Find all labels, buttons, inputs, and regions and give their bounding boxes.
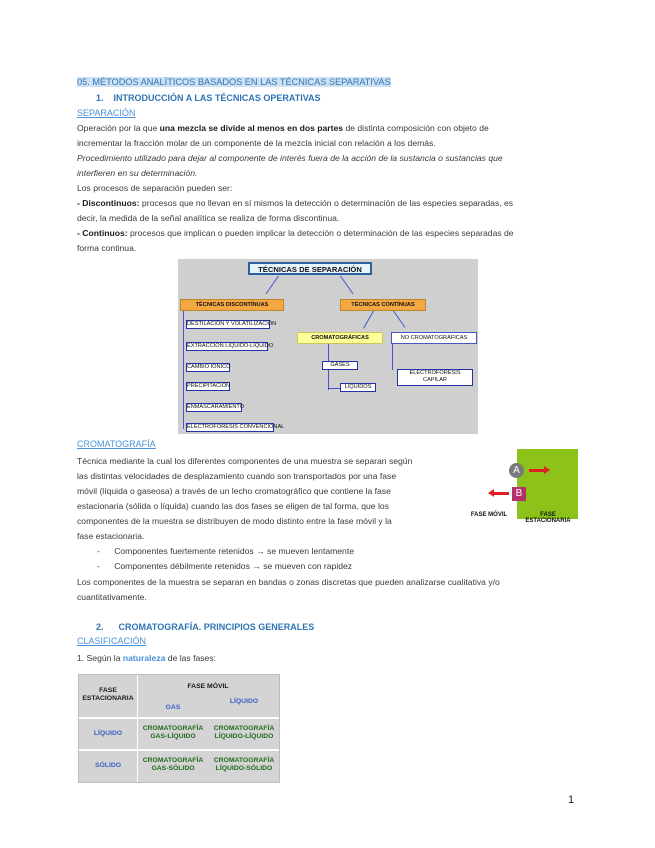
paragraph-italic: interfieren en su determinación. bbox=[77, 168, 198, 178]
bullet-item: - Componentes fuertemente retenidos → se mueven lentamente bbox=[97, 546, 354, 556]
bullet-item: - Componentes débilmente retenidos → se mueven con rapidez bbox=[97, 561, 353, 571]
paragraph: decir, la medida de la señal analítica se realiza de forma discontinua. bbox=[77, 213, 340, 223]
cell-liquid-liquid: CROMATOGRAFÍA LÍQUIDO-LÍQUIDO bbox=[213, 725, 275, 740]
arrow-left-icon bbox=[493, 492, 509, 495]
diagram-continuous: TÉCNICAS CONTÍNUAS bbox=[340, 299, 426, 311]
diagram-non-chromatographic: NO CROMATOGRÁFICAS bbox=[391, 332, 477, 344]
paragraph: cuantitativamente. bbox=[77, 592, 147, 602]
diagram-disc-item: ENMASCARAMIENTO bbox=[187, 404, 245, 410]
subsection-1: 1. INTRODUCCIÓN A LAS TÉCNICAS OPERATIVAS bbox=[96, 93, 321, 103]
page-number: 1 bbox=[568, 794, 575, 806]
paragraph: 1. Según la naturaleza de las fases: bbox=[77, 653, 217, 663]
cell-liquid-solid: CROMATOGRAFÍA LÍQUIDO-SÓLIDO bbox=[213, 757, 275, 772]
paragraph: - Continuos: procesos que implican o pueden implicar la detección o determinación de las especies separadas de bbox=[77, 228, 514, 238]
component-b: B bbox=[512, 487, 526, 501]
diagram-disc-item: EXTRACCIÓN LÍQUIDO-LÍQUIDO bbox=[187, 343, 274, 349]
diagram-disc-item: CAMBIO IÓNICO bbox=[187, 364, 231, 370]
diagram-discontinuous: TÉCNICAS DISCONTÍNUAS bbox=[180, 299, 284, 311]
paragraph: fase estacionaria. bbox=[77, 531, 145, 541]
component-a: A bbox=[509, 463, 524, 478]
diagram-electrophoresis: ELECTROFORESIS CAPILAR bbox=[397, 369, 473, 386]
classification-table bbox=[78, 674, 280, 783]
paragraph-italic: Procedimiento utilizado para dejar al componente de interés fuera de la acción de la sustancia o sustancias que bbox=[77, 153, 503, 163]
stationary-phase-area bbox=[517, 449, 578, 519]
diagram-chromatographic: CROMATOGRÁFICAS bbox=[297, 332, 383, 344]
header-mobile-phase: FASE MÓVIL bbox=[187, 683, 229, 690]
subsection-2: 2. CROMATOGRAFÍA. PRINCIPIOS GENERALES bbox=[96, 622, 315, 632]
paragraph: forma continua. bbox=[77, 243, 137, 253]
paragraph: Operación por la que una mezcla se divide al menos en dos partes de distinta composición con objeto de bbox=[77, 123, 489, 133]
mobile-phase-label: FASE MÓVIL bbox=[470, 512, 508, 518]
diagram-liquids: LÍQUIDOS bbox=[340, 383, 376, 392]
clasificacion-heading[interactable]: CLASIFICACIÓN bbox=[77, 636, 147, 646]
paragraph: incrementar la fracción molar de un componente de la mezcla inicial con relación a los demás. bbox=[77, 138, 436, 148]
diagram-title: TÉCNICAS DE SEPARACIÓN bbox=[248, 262, 372, 275]
paragraph: componentes de la muestra se distribuyen de modo distinto entre la fase móvil y la bbox=[77, 516, 392, 526]
arrow-right-icon bbox=[529, 469, 545, 472]
header-liquid: LÍQUIDO bbox=[229, 698, 259, 705]
cell-gas-liquid: CROMATOGRAFÍA GAS-LÍQUIDO bbox=[142, 725, 204, 740]
arrow-left-icon bbox=[488, 489, 494, 497]
separacion-heading[interactable]: SEPARACIÓN bbox=[77, 108, 136, 118]
paragraph: Los componentes de la muestra se separan en bandas o zonas discretas que pueden analizarse cualitativa y/o bbox=[77, 577, 500, 587]
paragraph: Técnica mediante la cual los diferentes componentes de una muestra se separan según bbox=[77, 456, 413, 466]
arrow-right-icon bbox=[544, 466, 550, 474]
diagram-gases: GASES bbox=[322, 361, 358, 370]
row-solid: SÓLIDO bbox=[94, 762, 122, 769]
paragraph: las distintas velocidades de desplazamiento cuando son transportados por una fase bbox=[77, 471, 397, 481]
paragraph: móvil (líquida o gaseosa) a través de un lecho cromatográfico que contiene la fase bbox=[77, 486, 391, 496]
cell-gas-solid: CROMATOGRAFÍA GAS-SÓLIDO bbox=[142, 757, 204, 772]
row-liquid: LÍQUIDO bbox=[93, 730, 123, 737]
header-gas: GAS bbox=[165, 704, 181, 711]
diagram-disc-item: PRECIPITACIÓN bbox=[187, 383, 231, 389]
diagram-disc-item: DESTILACIÓN Y VOLATILIZACIÓN bbox=[187, 321, 277, 327]
cromatografia-heading[interactable]: CROMATOGRAFÍA bbox=[77, 439, 156, 449]
section-title: 05. MÉTODOS ANALÍTICOS BASADOS EN LAS TÉCNICAS SEPARATIVAS bbox=[77, 77, 391, 87]
paragraph: Los procesos de separación pueden ser: bbox=[77, 183, 233, 193]
paragraph: estacionaria (sólida o líquida) cuando las dos fases se eligen de tal forma, que los bbox=[77, 501, 389, 511]
diagram-disc-item: ELECTROFORESIS CONVENCIONAL bbox=[187, 424, 285, 430]
chromatography-figure bbox=[462, 449, 580, 528]
stationary-phase-label: FASE ESTACIONARIA bbox=[525, 512, 571, 524]
paragraph: - Discontinuos: procesos que no llevan en sí mismos la detección o determinación de las especies separadas, es bbox=[77, 198, 514, 208]
header-stationary-phase: FASE ESTACIONARIA bbox=[82, 687, 134, 702]
separation-techniques-diagram bbox=[178, 259, 478, 434]
